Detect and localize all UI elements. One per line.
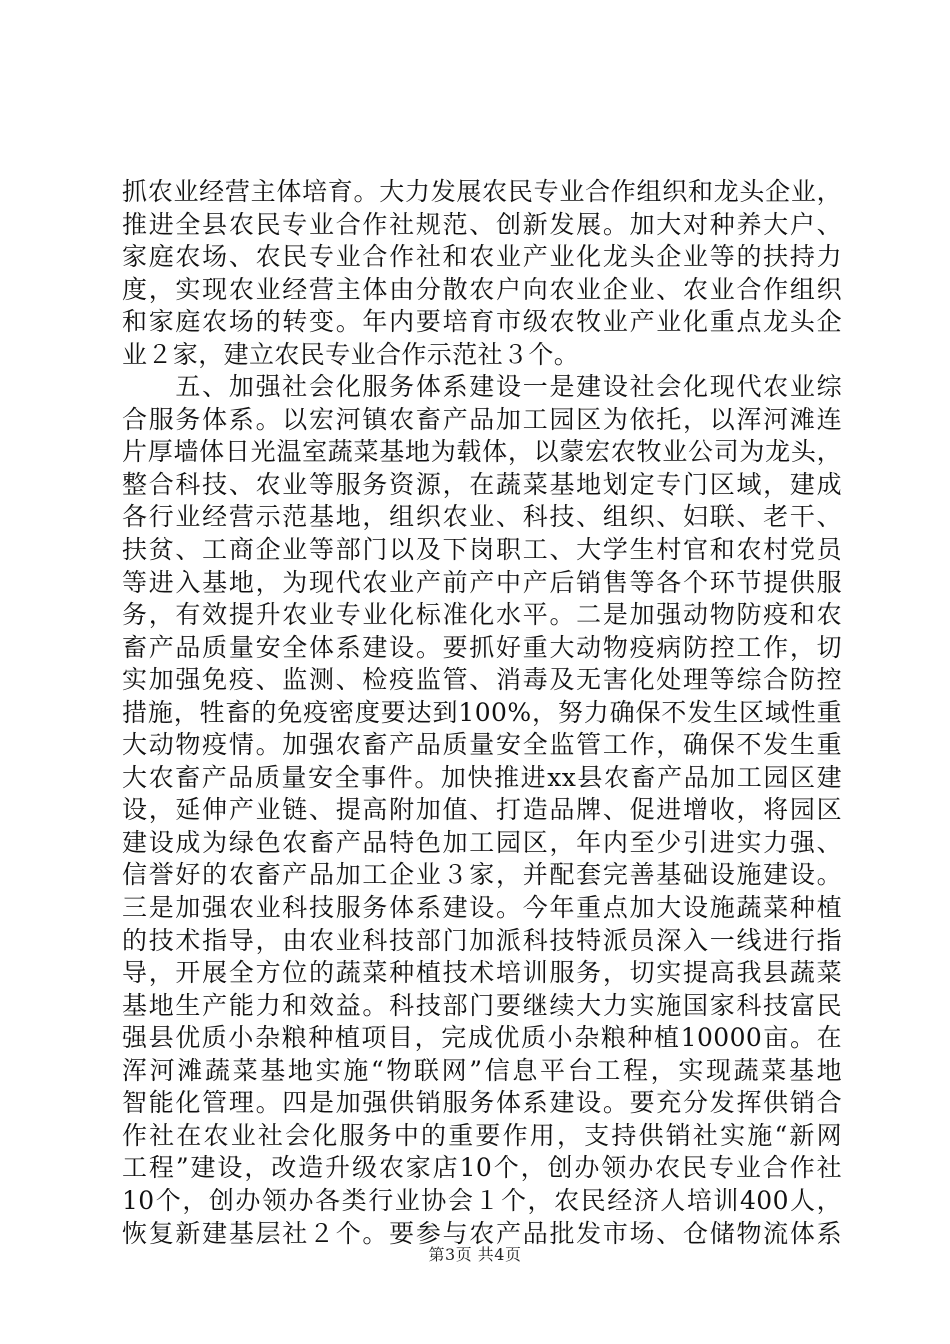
text-line: 等进入基地，为现代农业产前产中产后销售等各个环节提供服	[122, 567, 842, 597]
text-line: 业２家，建立农民专业合作示范社３个。	[122, 339, 580, 369]
text-line: 三是加强农业科技服务体系建设。今年重点加大设施蔬菜种植	[122, 893, 842, 923]
text-line: 措施，牲畜的免疫密度要达到100%，努力确保不发生区域性重	[122, 697, 842, 727]
text-line: 信誉好的农畜产品加工企业３家，并配套完善基础设施建设。	[122, 860, 842, 890]
text-line: 畜产品质量安全体系建设。要抓好重大动物疫病防控工作，切	[122, 632, 842, 662]
text-line: 设，延伸产业链、提高附加值、打造品牌、促进增收，将园区	[122, 795, 842, 825]
text-line: 抓农业经营主体培育。大力发展农民专业合作组织和龙头企业，	[122, 177, 842, 206]
text-line: 整合科技、农业等服务资源，在蔬菜基地划定专门区域，建成	[122, 469, 842, 499]
text-line: 扶贫、工商企业等部门以及下岗职工、大学生村官和农村党员	[122, 535, 842, 565]
text-line: 导，开展全方位的蔬菜种植技术培训服务，切实提高我县蔬菜	[122, 958, 842, 988]
text-line: 各行业经营示范基地，组织农业、科技、组织、妇联、老干、	[122, 502, 842, 532]
text-line: 片厚墙体日光温室蔬菜基地为载体，以蒙宏农牧业公司为龙头，	[122, 437, 842, 467]
text-line: 恢复新建基层社２个。要参与农产品批发市场、仓储物流体系	[122, 1218, 842, 1248]
text-line: 合服务体系。以宏河镇农畜产品加工园区为依托，以浑河滩连	[122, 404, 842, 434]
body-text	[122, 176, 842, 1250]
text-line: 务，有效提升农业专业化标准化水平。二是加强动物防疫和农	[122, 600, 842, 630]
text-line: 强县优质小杂粮种植项目，完成优质小杂粮种植10000亩。在	[122, 1023, 842, 1053]
text-line: 10个，创办领办各类行业协会１个，农民经济人培训400人，	[122, 1185, 842, 1215]
text-line: 和家庭农场的转变。年内要培育市级农牧业产业化重点龙头企	[122, 307, 842, 337]
text-line: 大动物疫情。加强农畜产品质量安全监管工作，确保不发生重	[122, 730, 842, 760]
text-line: 推进全县农民专业合作社规范、创新发展。加大对种养大户、	[122, 209, 842, 239]
text-line: 建设成为绿色农畜产品特色加工园区，年内至少引进实力强、	[122, 827, 842, 857]
text-line: 作社在农业社会化服务中的重要作用，支持供销社实施“新网	[122, 1120, 842, 1150]
text-line: 度，实现农业经营主体由分散农户向农业企业、农业合作组织	[122, 274, 842, 304]
text-line: 浑河滩蔬菜基地实施“物联网”信息平台工程，实现蔬菜基地	[122, 1055, 842, 1085]
text-line: 的技术指导，由农业科技部门加派科技特派员深入一线进行指	[122, 925, 842, 955]
text-line: 大农畜产品质量安全事件。加快推进xx县农畜产品加工园区建	[122, 762, 842, 792]
text-line: 五、加强社会化服务体系建设一是建设社会化现代农业综	[122, 372, 842, 402]
text-line: 工程”建设，改造升级农家店10个，创办领办农民专业合作社	[122, 1153, 842, 1183]
page-footer: 第3页 共4页	[428, 1245, 522, 1264]
text-line: 家庭农场、农民专业合作社和农业产业化龙头企业等的扶持力	[122, 242, 842, 272]
text-line: 基地生产能力和效益。科技部门要继续大力实施国家科技富民	[122, 990, 842, 1020]
text-line: 实加强免疫、监测、检疫监管、消毒及无害化处理等综合防控	[122, 665, 842, 695]
text-line: 智能化管理。四是加强供销服务体系建设。要充分发挥供销合	[122, 1088, 842, 1118]
